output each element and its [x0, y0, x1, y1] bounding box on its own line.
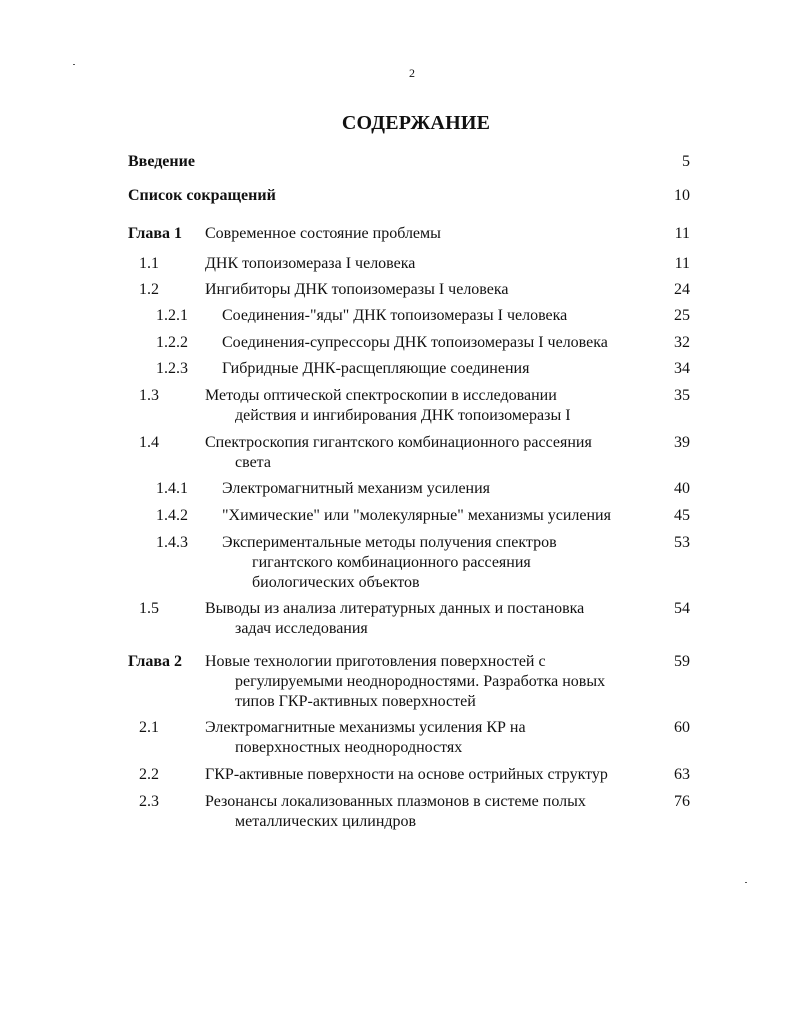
toc-page-number: 59 — [674, 653, 690, 670]
toc-section-number: 1.4.2 — [156, 507, 188, 524]
toc-page-number: 39 — [674, 434, 690, 451]
toc-page-number: 54 — [674, 600, 690, 617]
toc-section-number: 2.2 — [139, 766, 159, 783]
toc-page-number: 40 — [674, 480, 690, 497]
toc-entry-title: Гибридные ДНК-расщепляющие соединения — [222, 360, 530, 377]
toc-page-number: 76 — [674, 793, 690, 810]
toc-entry-title: ДНК топоизомераза I человека — [205, 255, 416, 272]
toc-section-number: Глава 2 — [128, 653, 182, 670]
toc-section-number: 1.4.1 — [156, 480, 188, 497]
toc-entry-title: Электромагнитный механизм усиления — [222, 480, 491, 497]
scan-speck — [73, 64, 75, 65]
scan-speck — [745, 882, 747, 883]
toc-section-number: 1.2.3 — [156, 360, 188, 377]
toc-entry-title: Современное состояние проблемы — [205, 225, 441, 242]
toc-entry-title: Список сокращений — [128, 187, 276, 204]
toc-section-number: 1.2.2 — [156, 334, 188, 351]
toc-section-number: 1.2 — [139, 281, 159, 298]
toc-section-number: 2.1 — [139, 719, 159, 736]
toc-entry-title: Соединения-"яды" ДНК топоизомеразы I человека — [222, 307, 568, 324]
toc-section-number: 1.3 — [139, 387, 159, 404]
toc-entry-title: Ингибиторы ДНК топоизомеразы I человека — [205, 281, 509, 298]
toc-section-number: 1.2.1 — [156, 307, 188, 324]
toc-entry-title: Спектроскопия гигантского комбинационного рассеяния света — [205, 434, 592, 471]
toc-entry-title: ГКР-активные поверхности на основе острийных структур — [205, 766, 608, 783]
toc-page-number: 32 — [674, 334, 690, 351]
toc-entry-title: Методы оптической спектроскопии в исследовании действия и ингибирования ДНК топоизомеразы I — [205, 387, 571, 424]
toc-page-number: 25 — [674, 307, 690, 324]
toc-page-number: 10 — [674, 187, 690, 204]
toc-section-number: 1.1 — [139, 255, 159, 272]
toc-entry-title: Новые технологии приготовления поверхностей с регулируемыми неоднородностями. Разработка новых типов ГКР-активных поверхностей — [205, 653, 606, 710]
toc-section-number: 1.4 — [139, 434, 159, 451]
toc-page-number: 5 — [682, 153, 690, 170]
page-number: 2 — [409, 66, 415, 80]
page-title: СОДЕРЖАНИЕ — [341, 112, 491, 134]
toc-entry-title: Резонансы локализованных плазмонов в системе полых металлических цилиндров — [205, 793, 586, 830]
toc-section-number: 1.4.3 — [156, 534, 188, 551]
toc-page-number: 11 — [674, 255, 690, 272]
toc-section-number: Глава 1 — [128, 225, 182, 242]
toc-section-number: 1.5 — [139, 600, 159, 617]
toc-page-number: 24 — [674, 281, 690, 298]
toc-entry-title: Соединения-супрессоры ДНК топоизомеразы I человека — [222, 334, 608, 351]
toc-page-number: 11 — [674, 225, 690, 242]
toc-entry-title: Выводы из анализа литературных данных и постановка задач исследования — [205, 600, 585, 637]
toc-page-number: 60 — [674, 719, 690, 736]
toc-page-number: 53 — [674, 534, 690, 551]
toc-entry-title: "Химические" или "молекулярные" механизмы усиления — [222, 507, 611, 524]
toc-page-number: 45 — [674, 507, 690, 524]
toc-entry-title: Экспериментальные методы получения спектров гигантского комбинационного рассеяния биологических объектов — [222, 534, 557, 591]
toc-page-number: 34 — [674, 360, 690, 377]
toc-page-number: 63 — [674, 766, 690, 783]
toc-page-number: 35 — [674, 387, 690, 404]
toc-section-number: 2.3 — [139, 793, 159, 810]
toc-entry-title: Введение — [128, 153, 195, 170]
toc-entry-title: Электромагнитные механизмы усиления КР на поверхностных неоднородностях — [205, 719, 526, 756]
